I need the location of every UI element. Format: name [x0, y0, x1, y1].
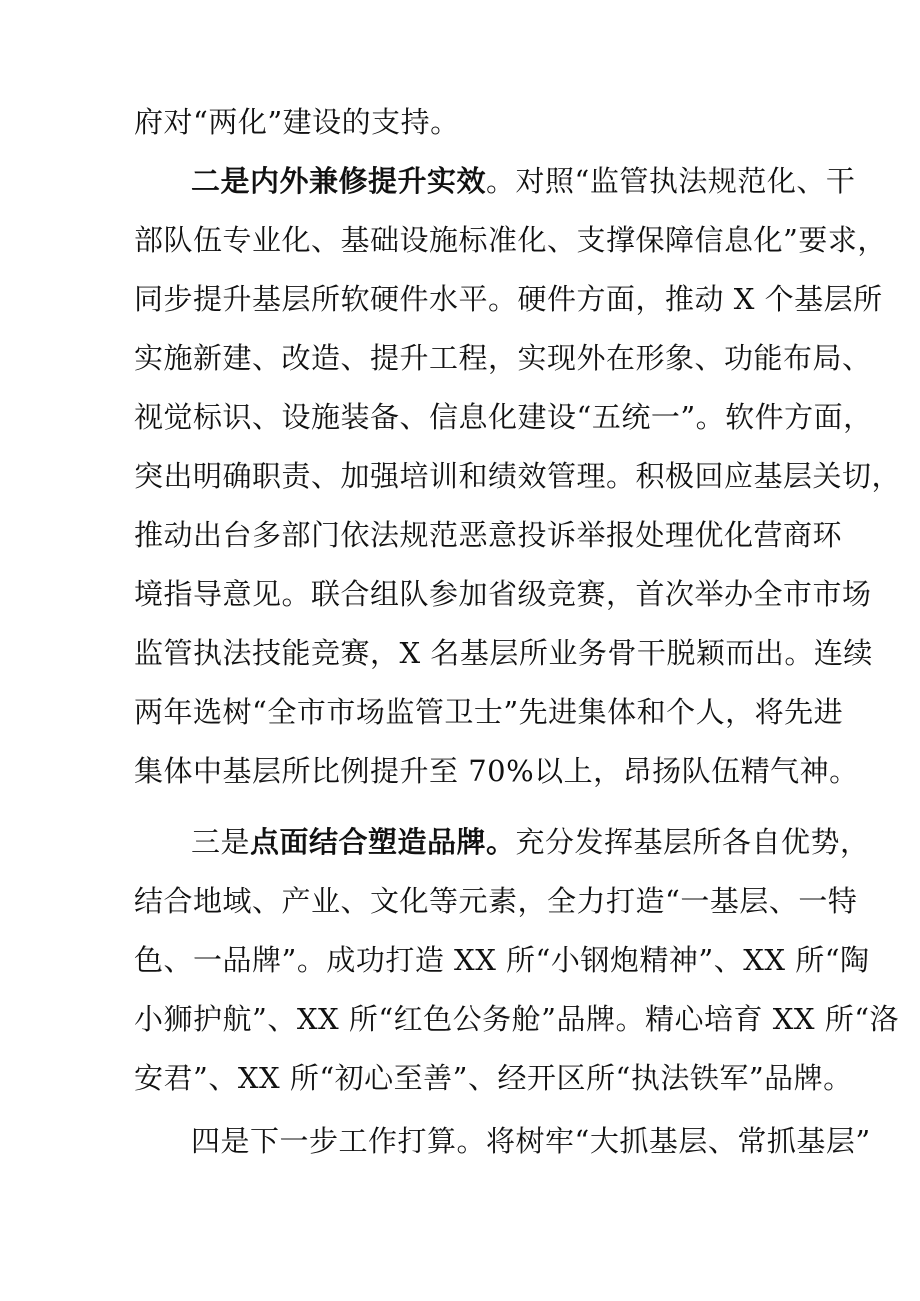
- text-segment: 色、一品牌”。成功打造 XX 所“小钢炮精神”、XX 所“陶: [134, 943, 870, 977]
- text-segment: 小狮护航”、XX 所“红色公务舱”品牌。精心培育 XX 所“洛: [134, 1002, 900, 1036]
- text-line: [134, 210, 887, 270]
- text-line: [134, 92, 814, 152]
- text-line: [134, 328, 872, 388]
- text-line: [134, 741, 859, 801]
- text-segment: 同步提升基层所软硬件水平。硬件方面，推动 X 个基层所: [134, 282, 883, 316]
- text-segment: 两年选树“全市市场监管卫士”先进集体和个人，将先进: [134, 695, 844, 729]
- paragraph-first-line: [191, 151, 871, 211]
- text-line: [134, 1048, 853, 1108]
- text-line: [134, 505, 843, 565]
- text-line: [134, 989, 900, 1049]
- text-line: [134, 564, 872, 624]
- text-segment: 实施新建、改造、提升工程，实现外在形象、功能布局、: [134, 341, 872, 375]
- text-segment: 三是: [191, 825, 251, 859]
- text-line: [134, 269, 883, 329]
- text-line: [134, 871, 858, 931]
- paragraph-heading: 二是内外兼修提升实效: [191, 164, 487, 198]
- paragraph-first-line: [191, 812, 871, 872]
- paragraph-heading: 点面结合塑造品牌。: [250, 825, 516, 859]
- text-segment: 集体中基层所比例提升至 70%以上，昂扬队伍精气神。: [134, 754, 859, 788]
- text-segment: 部队伍专业化、基础设施标准化、支撑保障信息化”要求，: [134, 223, 887, 257]
- text-segment: 结合地域、产业、文化等元素，全力打造“一基层、一特: [134, 884, 858, 918]
- text-segment: 推动出台多部门依法规范恶意投诉举报处理优化营商环: [134, 518, 843, 552]
- text-line: [134, 682, 844, 742]
- text-segment: 安君”、XX 所“初心至善”、经开区所“执法铁军”品牌。: [134, 1061, 853, 1095]
- text-segment: 。对照“监管执法规范化、干: [486, 164, 856, 198]
- text-line: [134, 446, 902, 506]
- text-segment: 视觉标识、设施装备、信息化建设“五统一”。软件方面，: [134, 400, 873, 434]
- text-segment: 充分发挥基层所各自优势，: [515, 825, 870, 859]
- text-segment: 四是下一步工作打算。将树牢“大抓基层、常抓基层”: [191, 1124, 871, 1158]
- text-segment: 府对“两化”建设的支持。: [134, 105, 460, 139]
- text-line: [134, 387, 873, 447]
- paragraph-first-line: [191, 1111, 871, 1171]
- text-segment: 突出明确职责、加强培训和绩效管理。积极回应基层关切，: [134, 459, 902, 493]
- text-line: [134, 930, 870, 990]
- text-segment: 监管执法技能竞赛，X 名基层所业务骨干脱颖而出。连续: [134, 636, 873, 670]
- text-line: [134, 623, 873, 683]
- text-segment: 境指导意见。联合组队参加省级竞赛，首次举办全市市场: [134, 577, 872, 611]
